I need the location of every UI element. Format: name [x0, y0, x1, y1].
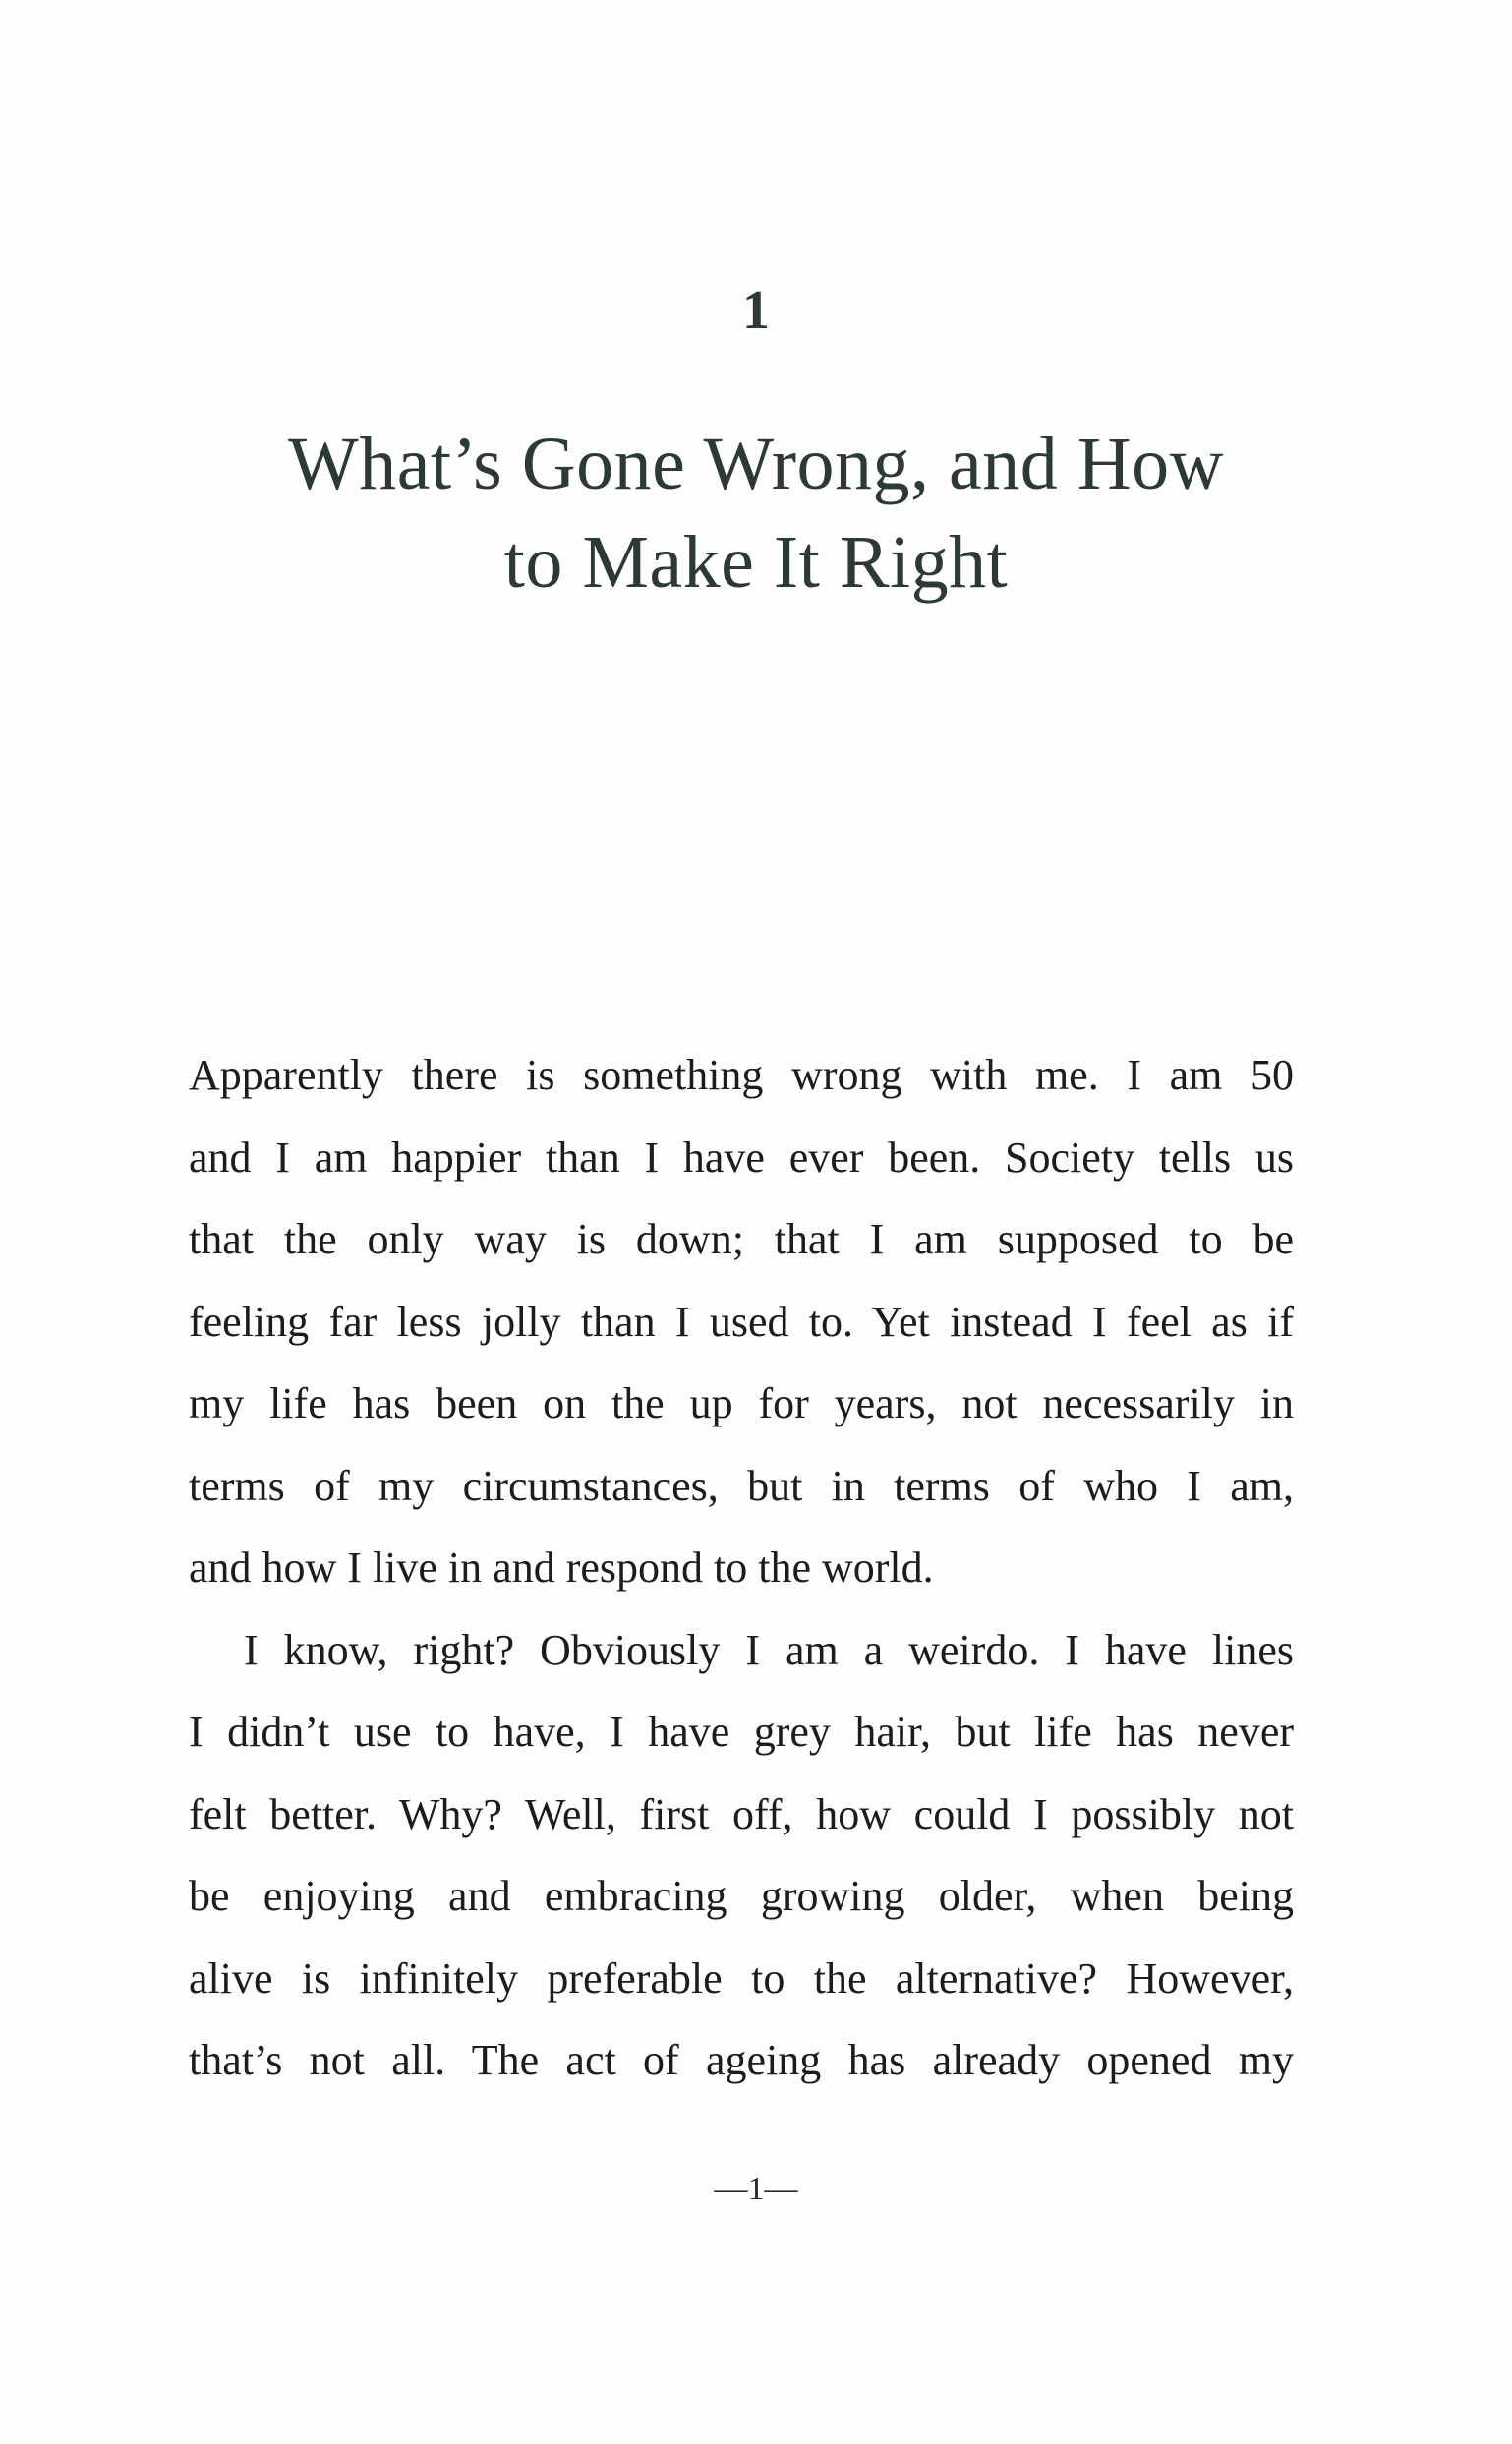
body-line: Apparently there is something wrong with me. I am 50 — [189, 1051, 1294, 1099]
body-line: terms of my circumstances, but in terms of who I am, — [189, 1461, 1294, 1510]
body-line: felt better. Why? Well, first off, how could I possibly not — [189, 1789, 1294, 1838]
body-line: I didn’t use to have, I have grey hair, but life has never — [189, 1708, 1294, 1756]
body-line: my life has been on the up for years, not necessarily in — [189, 1379, 1294, 1427]
chapter-title-line: What’s Gone Wrong, and How — [287, 423, 1224, 505]
page-number: —1— — [714, 2171, 798, 2207]
body-line: feeling far less jolly than I used to. Yet instead I feel as if — [189, 1297, 1294, 1346]
body-line: that’s not all. The act of ageing has already opened my — [189, 2036, 1294, 2084]
body-line: I know, right? Obviously I am a weirdo. I have lines — [244, 1625, 1294, 1674]
chapter-title-line: to Make It Right — [503, 521, 1009, 604]
chapter-title — [147, 415, 1365, 611]
body-line: and I am happier than I have ever been. Society tells us — [189, 1133, 1294, 1182]
body-line: alive is infinitely preferable to the alternative? However, — [189, 1953, 1294, 2003]
chapter-number: 1 — [742, 280, 770, 341]
body-line: that the only way is down; that I am supposed to be — [189, 1215, 1294, 1263]
body-line: and how I live in and respond to the world. — [189, 1543, 934, 1592]
body-line: be enjoying and embracing growing older, when being — [189, 1872, 1294, 1920]
body-text — [189, 1034, 1294, 2102]
